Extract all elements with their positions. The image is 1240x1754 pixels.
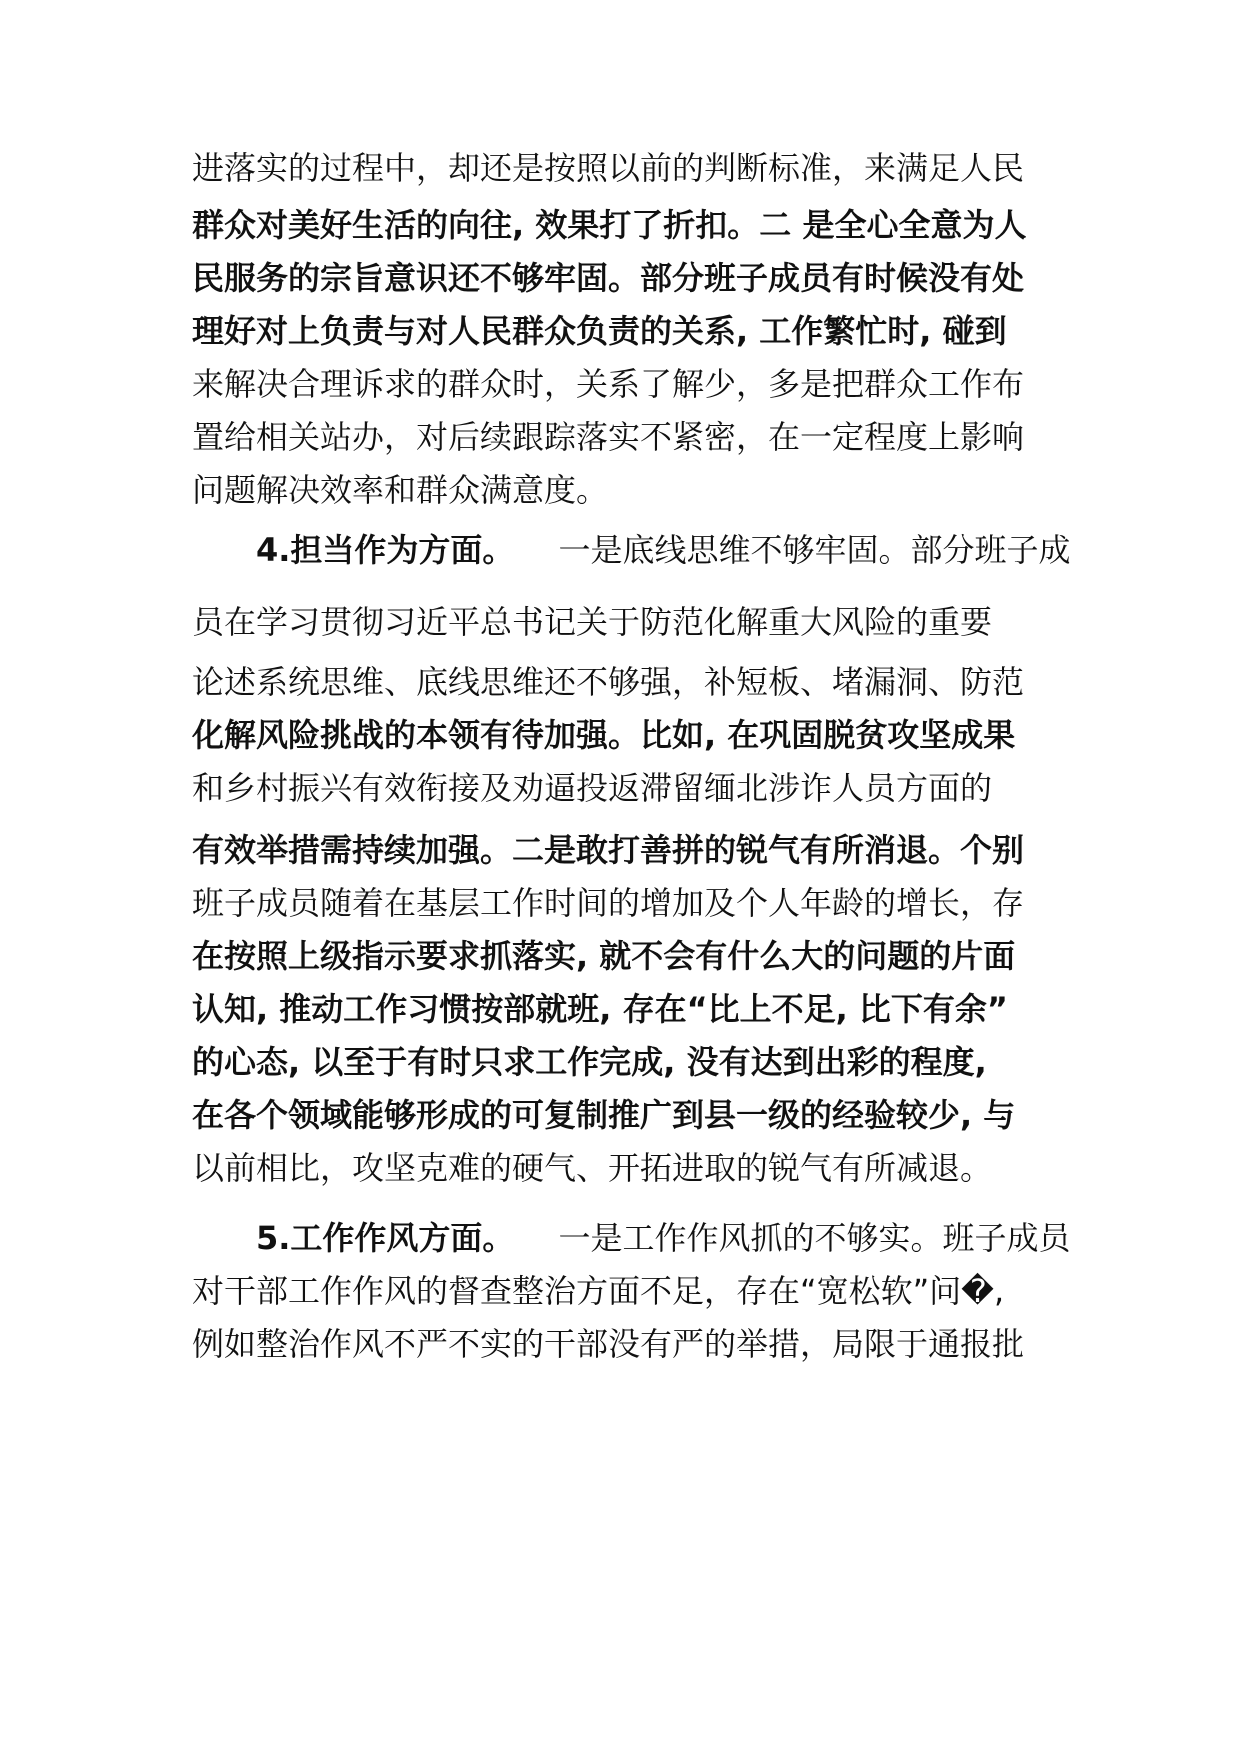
- body-line: 以前相比，攻坚克难的硬气、开拓进取的锐气有所减退。: [192, 1149, 993, 1187]
- body-line: 置给相关站办，对后续跟踪落实不紧密，在一定程度上影响: [192, 418, 1025, 456]
- section-5-text: 一是工作作风抓的不够实。班子成员: [558, 1219, 1071, 1257]
- body-line: 论述系统思维、底线思维还不够强，补短板、堵漏洞、防范: [192, 663, 1025, 701]
- body-line: 民服务的宗旨意识还不够牢固。部分班子成员有时候没有处: [192, 259, 1025, 297]
- body-line: 对干部工作作风的督查整治方面不足，存在“宽松软”问�,: [192, 1272, 1005, 1310]
- section-5-heading: 5.工作作风方面。: [256, 1219, 515, 1257]
- body-line: 员在学习贯彻习近平总书记关于防范化解重大风险的重要: [192, 603, 993, 641]
- body-line: 问题解决效率和群众满意度。: [192, 471, 609, 509]
- body-line: 有效举措需持续加强。二是敢打善拼的锐气有所消退。个别: [192, 831, 1025, 869]
- section-4-line: [256, 530, 1070, 570]
- body-line: 的心态, 以至于有时只求工作完成, 没有达到出彩的程度,: [192, 1043, 987, 1081]
- body-line: 例如整治作风不严不实的干部没有严的举措，局限于通报批: [192, 1325, 1025, 1363]
- body-line: 认知, 推动工作习惯按部就班, 存在“比上不足, 比下有余”: [192, 990, 1008, 1028]
- body-line: 在按照上级指示要求抓落实, 就不会有什么大的问题的片面: [192, 937, 1016, 975]
- section-4-heading: 4.担当作为方面。: [256, 531, 515, 569]
- body-line: 理好对上负责与对人民群众负责的关系, 工作繁忙时, 碰到: [192, 312, 1007, 350]
- body-line: 化解风险挑战的本领有待加强。比如, 在巩固脱贫攻坚成果: [192, 716, 1016, 754]
- section-5-line: [256, 1218, 1070, 1258]
- body-line: 在各个领域能够形成的可复制推广到县一级的经验较少, 与: [192, 1096, 1016, 1134]
- section-4-text: 一是底线思维不够牢固。部分班子成: [558, 531, 1071, 569]
- body-line: 班子成员随着在基层工作时间的增加及个人年龄的增长，存: [192, 884, 1025, 922]
- body-line: 进落实的过程中，却还是按照以前的判断标准，来满足人民: [192, 149, 1025, 187]
- body-line: 来解决合理诉求的群众时，关系了解少，多是把群众工作布: [192, 365, 1025, 403]
- body-line: 群众对美好生活的向往, 效果打了折扣。二 是全心全意为人: [192, 206, 1027, 244]
- body-line: 和乡村振兴有效衔接及劝逼投返滞留缅北涉诈人员方面的: [192, 769, 993, 807]
